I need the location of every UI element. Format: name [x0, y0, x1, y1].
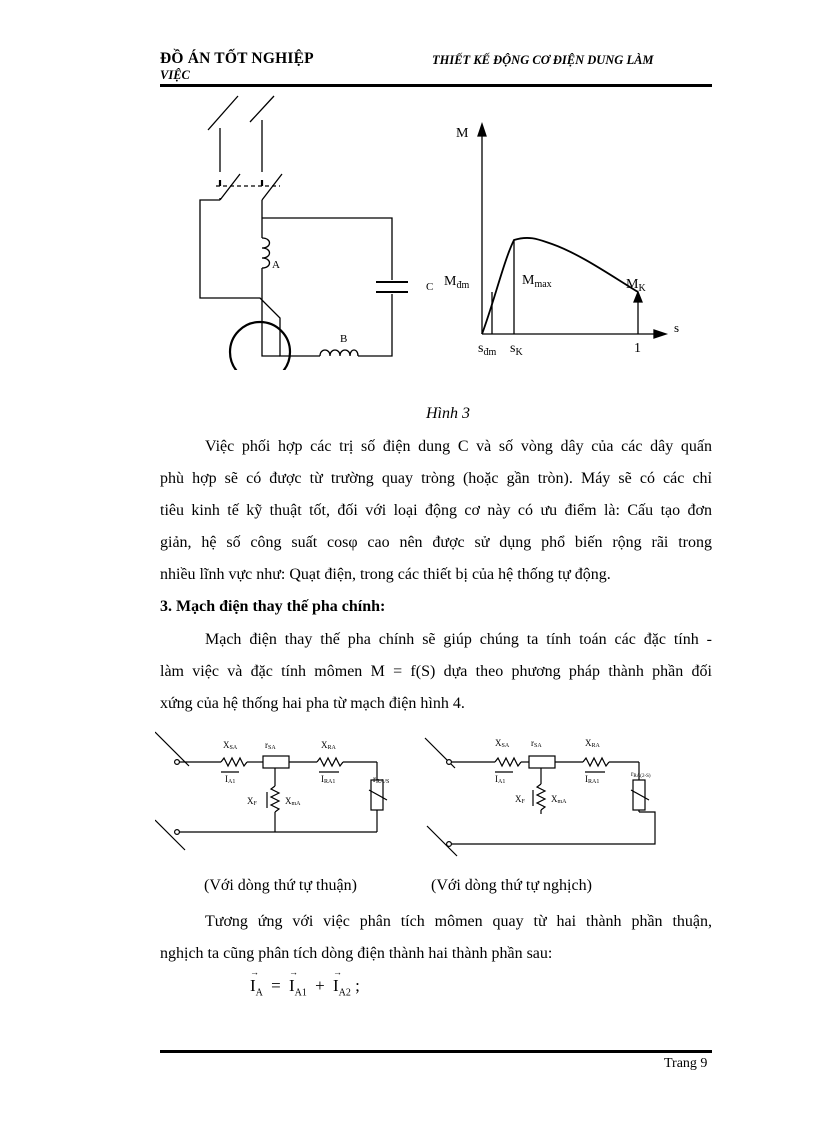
label-i-ra1-right: IRA1	[585, 774, 600, 785]
vector-i-a1: → $I_{A1}$	[289, 967, 307, 999]
paragraph-3-line: Tương ứng với việc phân tích mômen quay từ hai thành phần thuận,	[205, 913, 712, 930]
label-a: A	[272, 259, 280, 271]
x-ra-inductor-right	[583, 758, 609, 766]
switch-blade-left	[220, 174, 240, 200]
x-sa-inductor-right	[495, 758, 521, 766]
label-i-a1-right: IA1	[495, 774, 506, 785]
terminal-bottom-right	[427, 826, 457, 856]
wire-to-capacitor	[262, 218, 392, 280]
page-number: Trang 9	[664, 1056, 708, 1071]
vector-i-a: → $I_A$	[250, 967, 263, 999]
label-r-sa-right: rSA	[531, 738, 542, 749]
label-x-ra-right: XRA	[585, 738, 600, 749]
torque-slip-graph	[478, 124, 666, 338]
paragraph-1-line: nhiều lĩnh vực như: Quạt điện, trong các thiết bị của hệ thống tự động.	[160, 566, 611, 583]
m-axis-arrow	[478, 124, 486, 136]
circuit-negative-sequence	[425, 738, 655, 856]
x-ma-inductor	[271, 786, 279, 812]
paragraph-3	[160, 906, 712, 970]
terminal-top-left	[155, 732, 189, 766]
paragraph-1	[160, 431, 712, 591]
figure-4-caption-left: (Với dòng thứ tự thuận)	[204, 877, 357, 894]
label-x-f-left: XF	[247, 796, 257, 807]
paragraph-3-line: nghịch ta cũng phân tích dòng điện thành hai thành phần sau:	[160, 945, 553, 962]
paragraph-2-line: làm việc và đặc tính mômen M = f(S) dựa theo phương pháp thành phần đối	[160, 663, 712, 680]
figure-4	[155, 728, 675, 873]
paragraph-2	[160, 624, 712, 720]
header-rule	[160, 84, 712, 87]
label-c: C	[426, 281, 434, 293]
wire-left-rail	[200, 200, 320, 356]
graph-m-k: $M_K$	[626, 277, 646, 294]
graph-m-axis-label: M	[456, 126, 469, 141]
x-sa-inductor	[221, 758, 247, 766]
equation-current	[250, 967, 360, 999]
section-3-heading: 3. Mạch điện thay thế pha chính:	[160, 598, 386, 615]
terminal-bottom-left	[155, 820, 185, 850]
header-left-title: ĐỒ ÁN TỐT NGHIỆP	[160, 50, 314, 67]
label-i-ra1-left: IRA1	[321, 774, 336, 785]
vector-i-a2: → $I_{A2}$	[333, 967, 351, 999]
tick-left	[208, 96, 238, 130]
footer-rule	[160, 1050, 712, 1053]
label-r-ra-left: rRA/S	[373, 774, 390, 785]
paragraph-1-line: phù hợp sẽ có được từ trường quay tròng (hoặc gần tròn). Máy sẽ có các chỉ	[160, 470, 712, 487]
r-sa-resistor	[263, 756, 289, 768]
label-x-ma-right: XmA	[551, 794, 567, 805]
s-axis-arrow	[654, 330, 666, 338]
graph-s-dm: $s_{đm}$	[478, 341, 497, 358]
coil-b	[320, 350, 358, 356]
wire-capacitor-down	[358, 294, 392, 356]
label-x-sa-right: XSA	[495, 738, 510, 749]
equation-end: ;	[355, 976, 360, 995]
label-x-f-right: XF	[515, 794, 525, 805]
graph-m-dm: $M_{đm}$	[444, 274, 470, 291]
coil-a	[262, 238, 270, 268]
header-right-title: THIẾT KẾ ĐỘNG CƠ ĐIỆN DUNG LÀM	[432, 53, 654, 67]
label-b: B	[340, 333, 348, 345]
label-r-sa-left: rSA	[265, 740, 276, 751]
motor-rotor	[230, 322, 290, 370]
label-x-sa-left: XSA	[223, 740, 238, 751]
graph-one: 1	[634, 341, 641, 356]
graph-s-axis-label: s	[674, 320, 680, 335]
header-left-title-cont: VIỆC	[160, 68, 190, 82]
paragraph-1-line: tiêu kinh tế kỹ thuật tốt, đối với loại động cơ này có ưu điểm là: Cấu tạo đơn	[160, 502, 712, 519]
label-r-ra-right: rRA(2-S)	[631, 770, 651, 779]
figure-3-caption: Hình 3	[426, 405, 470, 422]
paragraph-1-line: Việc phối hợp các trị số điện dung C và số vòng dây của các dây quấn	[205, 438, 712, 455]
torque-curve	[482, 238, 638, 334]
r-sa-resistor-right	[529, 756, 555, 768]
graph-s-k: $s_K$	[510, 341, 523, 358]
label-x-ma-left: XmA	[285, 796, 301, 807]
paragraph-2-line: Mạch điện thay thế pha chính sẽ giúp chúng ta tính toán các đặc tính -	[205, 631, 712, 648]
figure-3	[180, 90, 700, 370]
circuit-diagram	[200, 96, 408, 370]
paragraph-2-line: xứng của hệ thống hai pha từ mạch điện hình 4.	[160, 695, 465, 712]
graph-m-max: $M_{max}$	[522, 273, 552, 290]
paragraph-1-line: giản, hệ số công suất cosφ cao nên được sử dụng phổ biến rộng rãi trong	[160, 534, 712, 551]
x-ma-inductor-right	[537, 784, 545, 810]
switch-blade-right	[262, 174, 282, 200]
wire-coil-a-down	[262, 268, 280, 356]
label-i-a1-left: IA1	[225, 774, 236, 785]
equation-plus: +	[315, 976, 325, 995]
label-x-ra-left: XRA	[321, 740, 336, 751]
tick-right	[250, 96, 274, 122]
x-ra-inductor	[317, 758, 343, 766]
equation-equals: =	[271, 976, 281, 995]
figure-4-caption-right: (Với dòng thứ tự nghịch)	[431, 877, 592, 894]
